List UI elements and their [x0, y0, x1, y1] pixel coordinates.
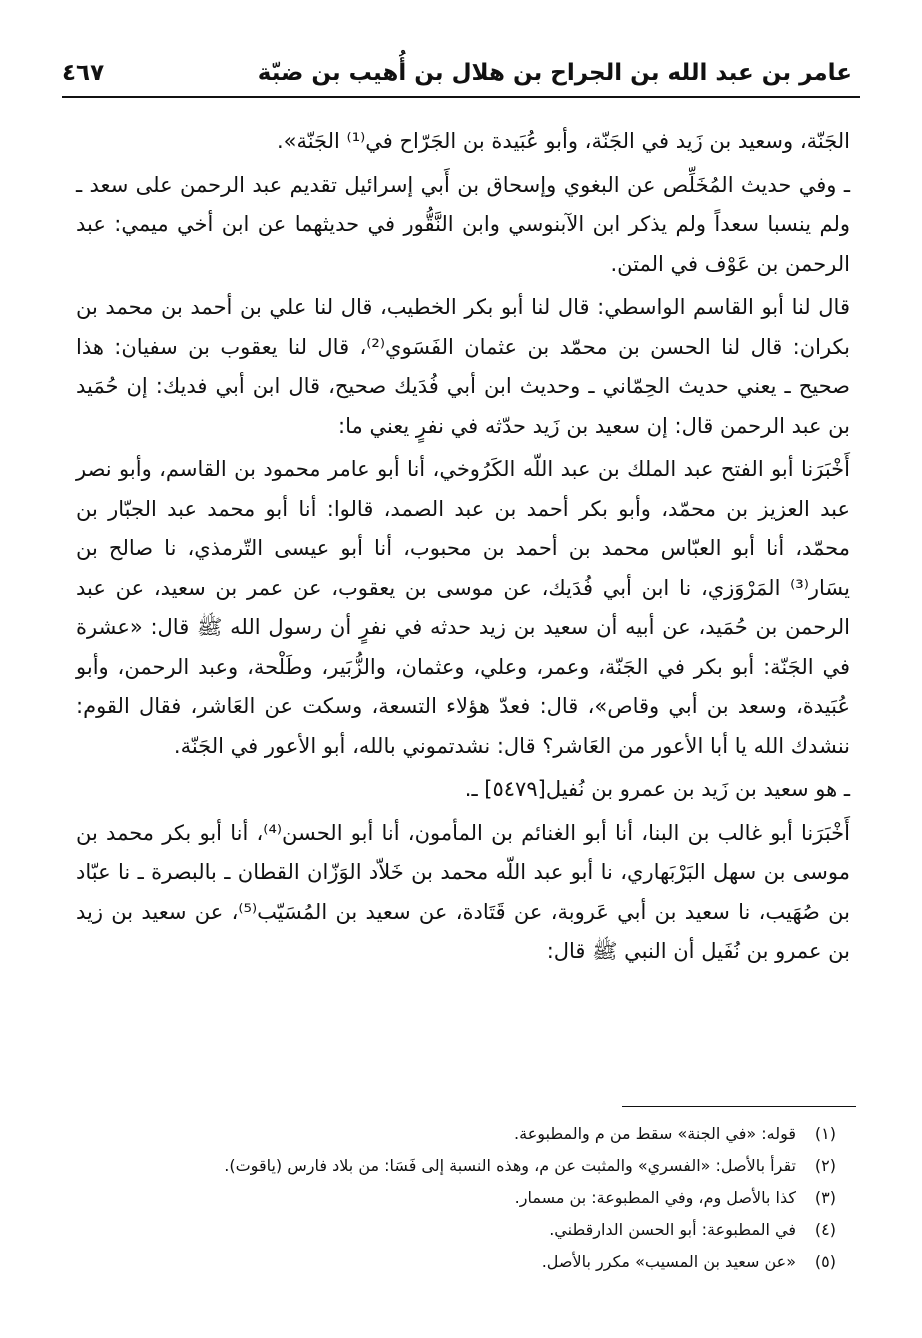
footnotes — [76, 1118, 836, 1278]
footnote-text: «عن سعيد بن المسيب» مكرر بالأصل. — [541, 1252, 796, 1271]
page-header — [62, 56, 852, 96]
footnote-item — [76, 1246, 836, 1278]
footnote-text: قوله: «في الجنة» سقط من م والمطبوعة. — [514, 1124, 796, 1143]
paragraph: الجَنّة، وسعيد بن زَيد في الجَنّة، وأبو عُبَيدة بن الجَرّاح في⁽¹⁾ الجَنّة». — [276, 129, 850, 153]
footnote-item — [76, 1150, 836, 1182]
footnote-number: (٢) — [814, 1156, 836, 1175]
footnote-item — [76, 1214, 836, 1246]
footnote-item — [76, 1118, 836, 1150]
running-title: عامر بن عبد الله بن الجراح بن هلال بن أُهيب بن ضبّة — [257, 60, 852, 86]
paragraph: ـ وفي حديث المُخَلِّص عن البغوي وإسحاق بن أَبي إسرائيل تقديم عبد الرحمن على سعد ـ ولم ينسبا سعداً ولم يذكر ابن الآبنوسي وابن النَّقُّور في حديثهما عن ابن أخي ميمي: عبد الرحمن بن عَوْف في المتن. — [76, 172, 850, 276]
paragraph: قال لنا أبو القاسم الواسطي: قال لنا أبو بكر الخطيب، قال لنا علي بن أحمد بن محمد بن بكران: قال لنا الحسن بن محمّد بن عثمان الفَسَوي⁽²⁾، قال لنا يعقوب بن سفيان: هذا صحيح ـ يعني حديث الحِمّاني ـ وحديث ابن أبي فُدَيك صحيح، قال ابن أبي فديك: إن حُمَيد بن عبد الرحمن قال: إن سعيد بن زَيد حدّثه في نفرٍ يعني ما: — [76, 295, 850, 438]
header-rule — [62, 96, 860, 98]
paragraph: أَخْبَرَنا أبو غالب بن البنا، أنا أبو الغنائم بن المأمون، أنا أبو الحسن⁽⁴⁾، أنا أبو بكر محمد بن موسى بن سهل البَرْبَهاري، نا أبو عبد اللّه محمد بن خَلاّد الوَزّان القطان ـ بالبصرة ـ نا عبّاد بن صُهَيب، نا سعيد بن أبي عَروبة، عن قَتَادة، عن سعيد بن المُسَيّب⁽⁵⁾، عن سعيد بن زيد بن عمرو بن نُفَيل أن النبي ﷺ قال: — [76, 820, 850, 963]
footnote-text: كذا بالأصل وم، وفي المطبوعة: بن مسمار. — [514, 1188, 796, 1207]
footnote-number: (١) — [814, 1124, 836, 1143]
footnote-number: (٣) — [814, 1188, 836, 1207]
page-number: ٤٦٧ — [62, 60, 105, 86]
footnote-text: في المطبوعة: أبو الحسن الدارقطني. — [549, 1220, 796, 1239]
paragraph: أَخْبَرَنا أبو الفتح عبد الملك بن عبد اللّه الكَرُوخي، أنا أبو عامر محمود بن القاسم، وأبو نصر عبد العزيز بن محمّد، وأبو بكر أحمد بن عبد الصمد، قالوا: أنا أبو محمد عبد الجبّار بن محمّد، أنا أبو العبّاس محمد بن أحمد بن محبوب، أنا أبو عيسى التّرمذي، نا صالح بن يسَار⁽³⁾ المَرْوَزي، نا ابن أبي فُدَيك، عن موسى بن يعقوب، عن عمر بن سعيد، عن عبد الرحمن بن حُمَيد، عن أبيه أن سعيد بن زيد حدثه في نفرٍ أن رسول الله ﷺ قال: «عشرة في الجَنّة: أبو بكر في الجَنّة، وعمر، وعلي، وعثمان، والزُّبَير، وطَلْحة، وعبد الرحمن، وأبو عُبَيدة، وسعد بن أبي وقاص»، قال: فعدّ هؤلاء التسعة، وسكت عن العَاشر، فقال القوم: ننشدك الله يا أبا الأعور من العَاشر؟ قال: نشدتموني بالله، أبو الأعور في الجَنّة. — [76, 457, 850, 758]
footnote-number: (٤) — [814, 1220, 836, 1239]
footnote-item — [76, 1182, 836, 1214]
main-text — [76, 122, 850, 976]
footnote-separator — [622, 1106, 856, 1107]
footnote-number: (٥) — [814, 1252, 836, 1271]
footnote-text: تقرأ بالأصل: «الفسري» والمثبت عن م، وهذه النسبة إلى فَسَا: من بلاد فارس (ياقوت). — [224, 1156, 796, 1175]
paragraph: ـ هو سعيد بن زَيد بن عمرو بن نُفيل[٥٤٧٩] ـ. — [464, 777, 850, 801]
